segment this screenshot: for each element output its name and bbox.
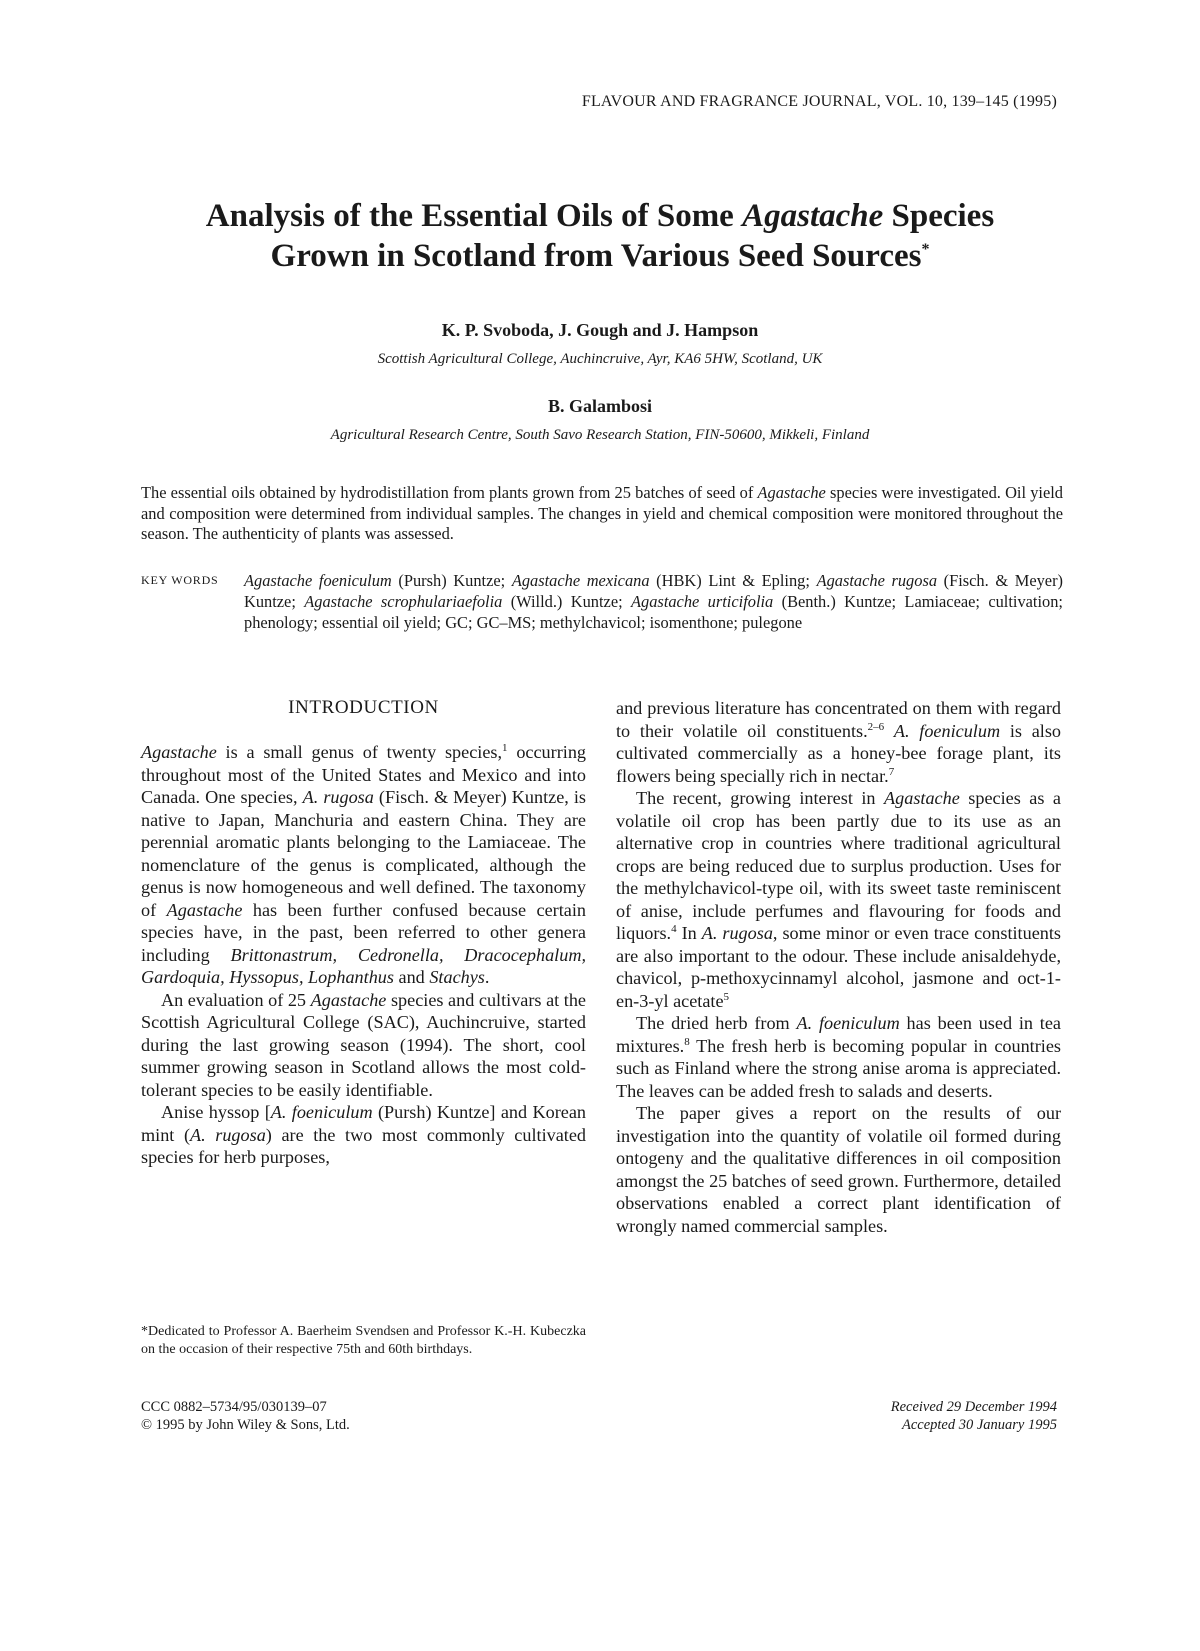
- column-left: [141, 697, 586, 1169]
- text: An evaluation of 25: [161, 989, 311, 1010]
- title-footnote-marker: *: [921, 241, 930, 258]
- text: occurring throughout most of the United States and Mexico and into Canada. One species,: [141, 742, 587, 807]
- text: [884, 721, 894, 741]
- text: and: [393, 967, 430, 987]
- text-italic: A. rugosa: [701, 923, 773, 943]
- text: .: [484, 967, 490, 987]
- text-italic: A. rugosa: [302, 787, 374, 807]
- abstract-text: species were investigated. Oil yield and composition were determined from individual samples. The changes in yield and chemical composition were monitored throughout the season. The authenticity of plants was assessed.: [141, 483, 1063, 543]
- text: has been further confused because certain species have, in the past, been referred to other genera including: [141, 899, 587, 965]
- accepted-date: Accepted 30 January 1995: [901, 1417, 1057, 1433]
- title-line-1: [0, 196, 1200, 236]
- keywords-list: [244, 570, 1063, 633]
- keyword-rest: (HBK) Lint & Epling;: [649, 571, 817, 590]
- citation: 7: [888, 765, 895, 778]
- text: Anise hyssop [: [161, 1102, 271, 1122]
- author-group-2: B. Galambosi: [547, 396, 653, 416]
- paragraph: [141, 1101, 586, 1169]
- ccc-code: CCC 0882–5734/95/030139–07: [141, 1399, 327, 1415]
- author-group-1: K. P. Svoboda, J. Gough and J. Hampson: [441, 320, 759, 340]
- text: and previous literature has concentrated on them with regard to their volatile oil constituents.: [616, 698, 1061, 741]
- keyword-rest: (Pursh) Kuntze;: [391, 571, 512, 590]
- received-dates: [657, 1398, 1057, 1434]
- running-head: FLAVOUR AND FRAGRANCE JOURNAL, VOL. 10, 139–145 (1995): [581, 93, 1057, 110]
- text: has been used in tea mixtures.: [616, 1013, 1061, 1056]
- text: ) are the two most commonly cultivated species for herb purposes,: [141, 1124, 587, 1167]
- title-text: Grown in Scotland from Various Seed Sources: [270, 238, 922, 274]
- text-italic: A. foeniculum: [270, 1102, 373, 1122]
- article-title: [0, 196, 1200, 276]
- keywords: [141, 570, 1063, 633]
- text: is a small genus of twenty species,: [216, 742, 503, 762]
- text: The recent, growing interest in: [636, 788, 885, 808]
- text: species as a volatile oil crop has been partly due to its use as an alternative crop in countries where traditional agricultural crops are being reduced due to surplus production. Uses for the methylchavicol-type oil, with its sweet taste reminiscent of anise, include perfumes and flavouring for foods and liquors.: [616, 788, 1062, 943]
- text: is also cultivated commercially as a honey-bee forage plant, its flowers being specially rich in nectar.: [616, 720, 1062, 786]
- keyword: Agastache rugosa: [816, 571, 938, 590]
- dedication-footnote: *Dedicated to Professor A. Baerheim Svendsen and Professor K.-H. Kubeczka on the occasion of their respective 75th and 60th birthdays.: [141, 1324, 586, 1357]
- copyright-block: [141, 1398, 586, 1434]
- title-line-2: [0, 236, 1200, 276]
- paragraph: [141, 741, 586, 989]
- keyword: Agastache urticifolia: [631, 592, 774, 611]
- text-italic: Stachys: [429, 967, 485, 987]
- text-italic: A. foeniculum: [796, 1013, 900, 1033]
- affiliation-2: Agricultural Research Centre, South Savo Research Station, FIN-50600, Mikkeli, Finland: [330, 427, 870, 443]
- citation: 1: [502, 741, 508, 754]
- affiliation-1: Scottish Agricultural College, Auchincruive, Ayr, KA6 5HW, Scotland, UK: [377, 351, 823, 367]
- title-text: Species: [883, 198, 995, 234]
- keywords-label: KEY WORDS: [141, 573, 219, 587]
- text: (Pursh) Kuntze] and Korean mint (: [141, 1102, 586, 1145]
- paragraph: [141, 989, 586, 1102]
- text: , some minor or even trace constituents are also important to the odour. These include anisaldehyde, chavicol, p-methoxycinnamyl alcohol, jasmone and oct-1-en-3-yl acetate: [616, 923, 1061, 1011]
- text-italic: Agastache: [141, 742, 217, 762]
- column-right: [616, 697, 1061, 1237]
- text-italic: Agastache: [166, 899, 243, 920]
- citation: 4: [671, 922, 677, 935]
- keyword: Agastache foeniculum: [244, 571, 392, 590]
- citation: 2–6: [867, 720, 885, 733]
- keyword-rest: (Willd.) Kuntze;: [502, 592, 632, 611]
- text-italic: Brittonastrum, Cedronella, Dracocephalum, Gardoquia, Hyssopus, Lophanthus: [141, 944, 586, 987]
- text: (Fisch. & Meyer) Kuntze, is native to Japan, Manchuria and eastern China. They are perennial aromatic plants belonging to the Lamiaceae. The nomenclature of the genus is complicated, although the genus is now homogeneous and well defined. The taxonomy of: [141, 787, 587, 920]
- paragraph: The paper gives a report on the results of our investigation into the quantity of volatile oil formed during ontogeny and the qualitative differences in oil composition amongst the 25 batches of seed grown. Furthermore, detailed observations enabled a correct plant identification of wrongly named commercial samples.: [616, 1103, 1061, 1236]
- text-italic: Agastache: [884, 788, 960, 808]
- keyword: Agastache mexicana: [511, 571, 650, 590]
- abstract-text: The essential oils obtained by hydrodistillation from plants grown from 25 batches of seed of: [141, 483, 758, 502]
- text-italic: Agastache: [310, 989, 387, 1010]
- paragraph: [616, 697, 1061, 787]
- text: The fresh herb is becoming popular in countries such as Finland where the strong anise aroma is appreciated. The leaves can be added fresh to salads and deserts.: [616, 1035, 1061, 1101]
- keyword-rest: (Fisch. & Meyer) Kuntze;: [244, 571, 1063, 611]
- text: The dried herb from: [636, 1013, 797, 1033]
- text-italic: A. foeniculum: [893, 720, 1001, 741]
- paragraph: [616, 787, 1061, 1012]
- text: species and cultivars at the Scottish Agricultural College (SAC), Auchincruive, started during the last growing season (1994). The short, cool summer growing season in Scotland allows the most cold-tolerant species to be easily identifiable.: [141, 989, 586, 1100]
- keyword-rest: (Benth.) Kuntze; Lamiaceae; cultivation; phenology; essential oil yield; GC; GC–MS; methylchavicol; isomenthone; pulegone: [244, 592, 1063, 632]
- section-heading-introduction: INTRODUCTION: [288, 697, 439, 718]
- paragraph: [616, 1012, 1061, 1102]
- abstract-genus: Agastache: [757, 483, 826, 502]
- abstract: [141, 483, 1063, 545]
- text: In: [676, 923, 702, 943]
- citation: 8: [684, 1035, 690, 1048]
- citation: 5: [723, 990, 730, 1003]
- text-italic: A. rugosa: [190, 1124, 266, 1145]
- title-text: Analysis of the Essential Oils of Some: [205, 198, 743, 234]
- keyword: Agastache scrophulariaefolia: [304, 592, 503, 611]
- copyright-line: © 1995 by John Wiley & Sons, Ltd.: [141, 1417, 350, 1433]
- title-genus: Agastache: [742, 198, 884, 234]
- received-date: Received 29 December 1994: [890, 1399, 1057, 1415]
